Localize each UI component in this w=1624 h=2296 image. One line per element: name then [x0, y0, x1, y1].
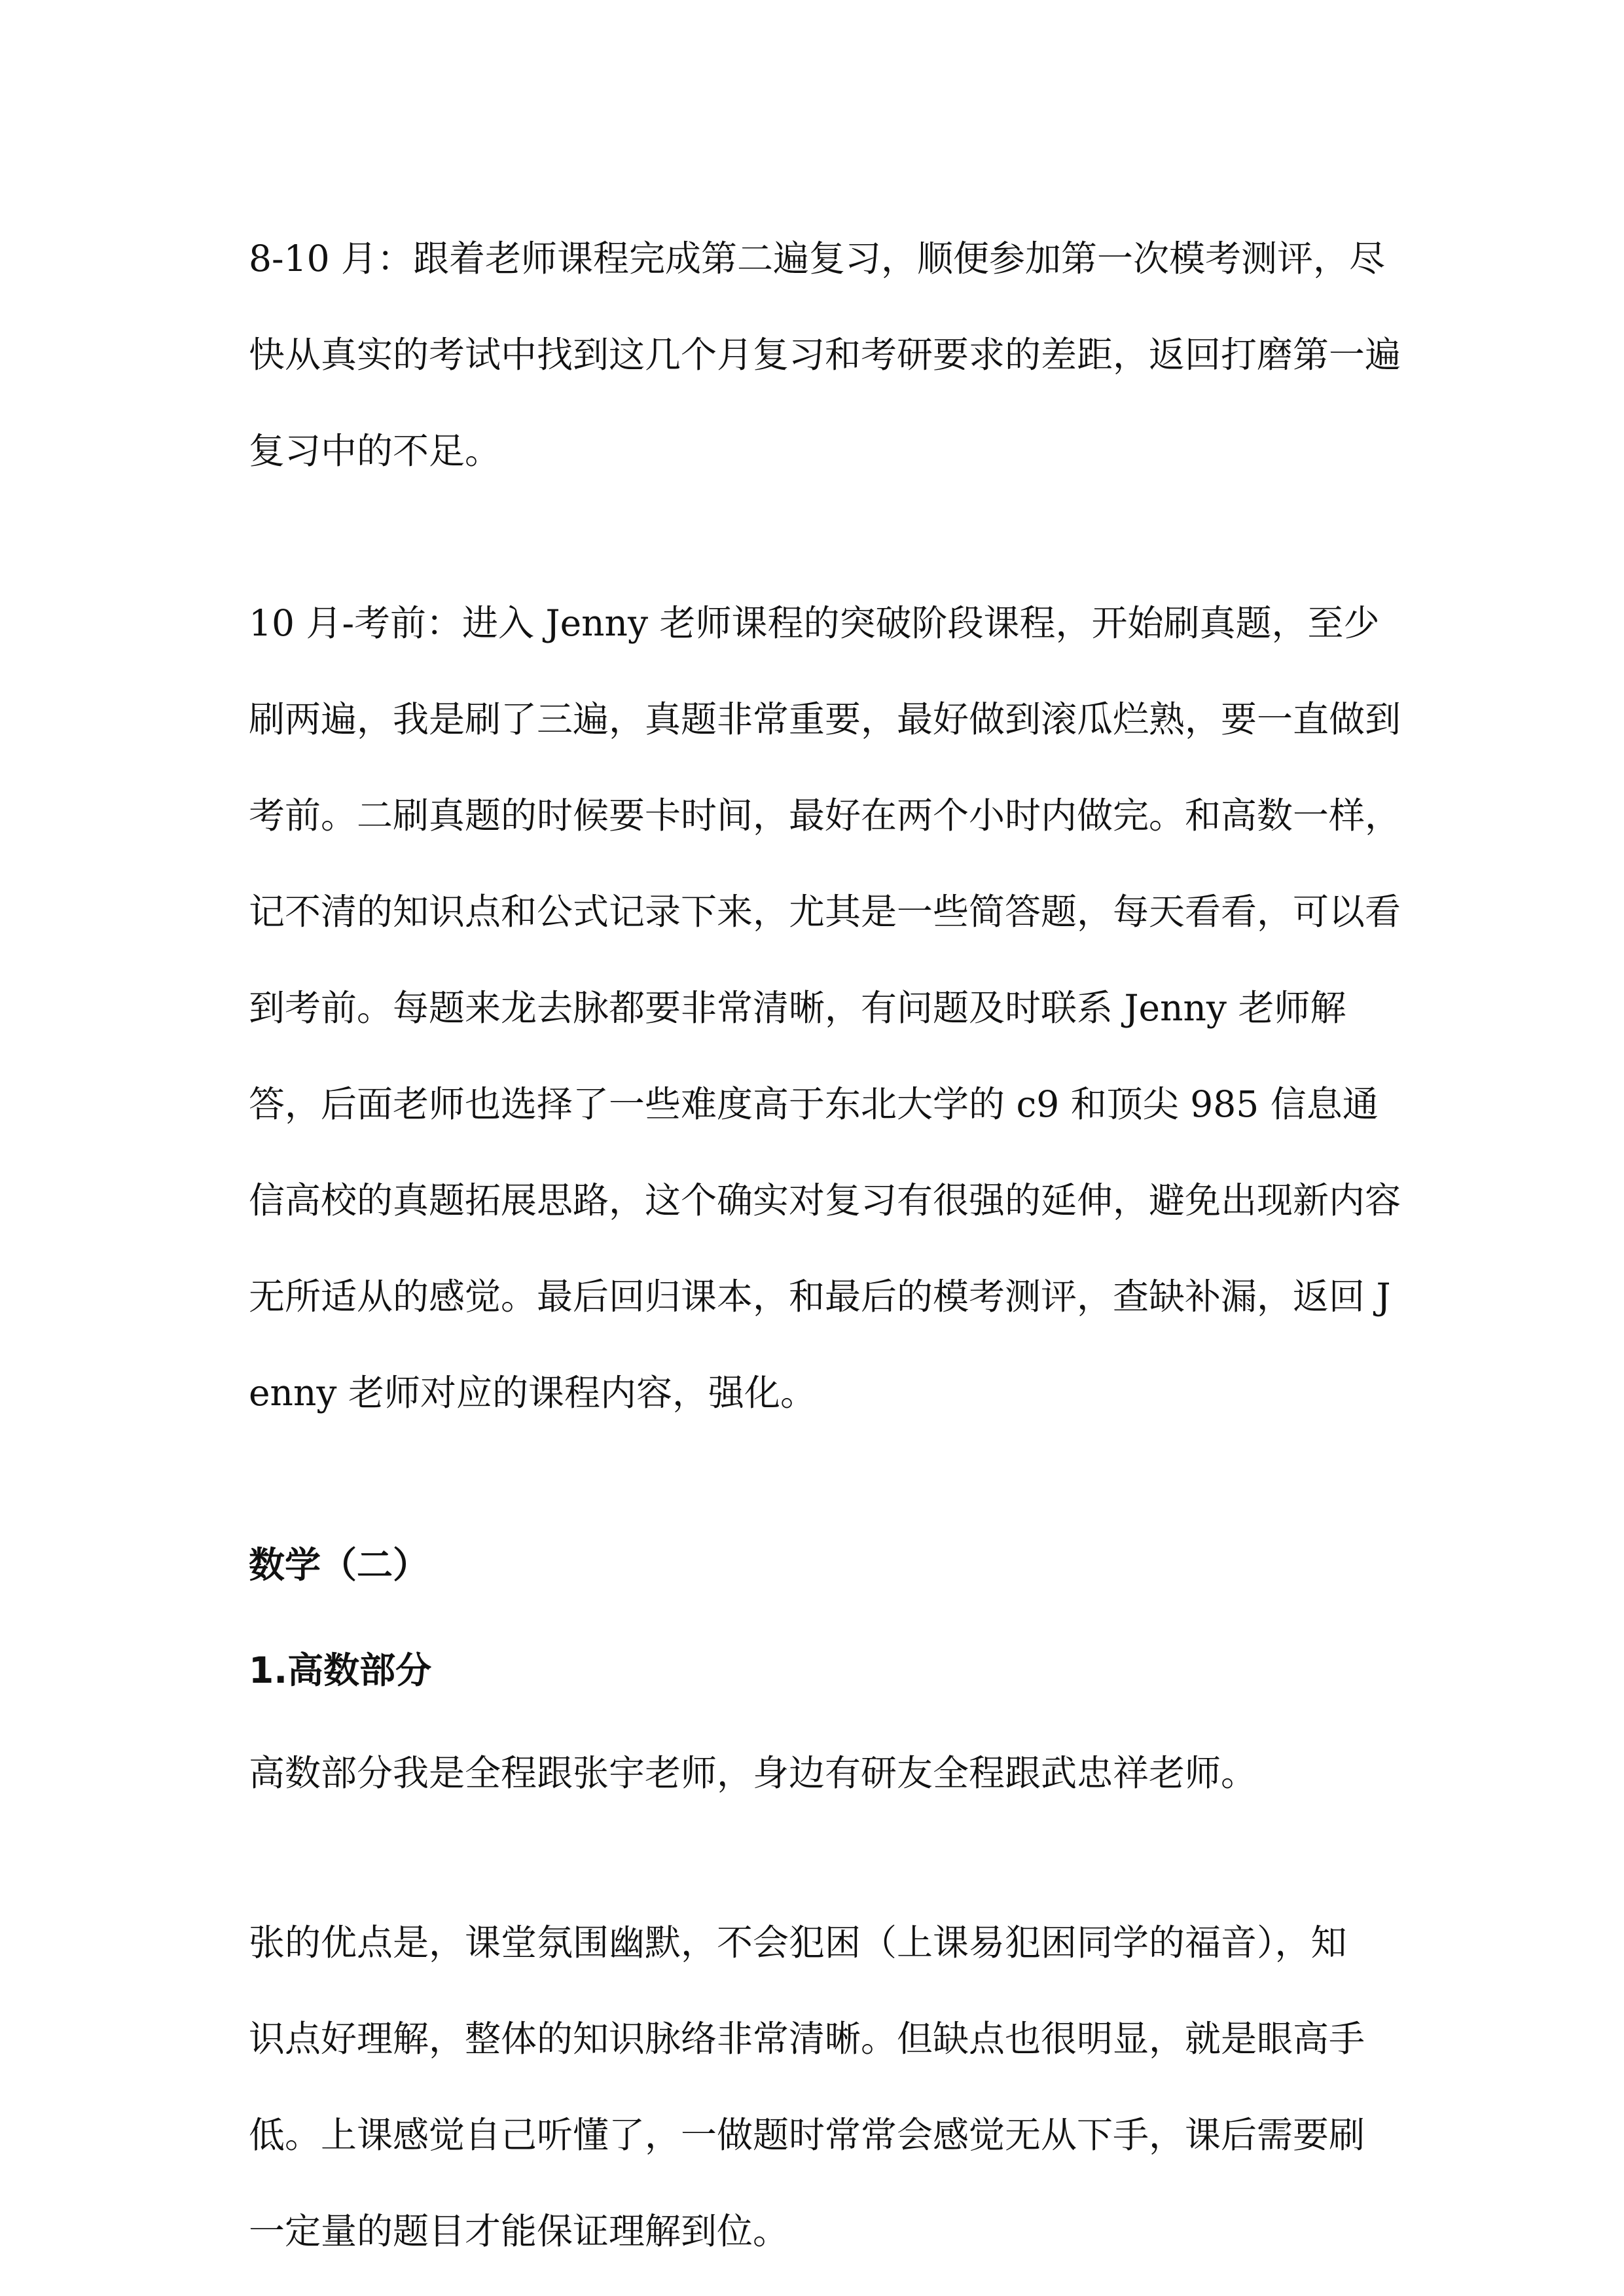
subsection-title-advanced-math: 1.高数部分 [249, 1649, 432, 1691]
section-title-math-two: 数学（二） [249, 1544, 429, 1586]
paragraph-review-oct-exam: 10 月-考前：进入 Jenny 老师课程的突破阶段课程，开始刷真题，至少刷两遍，我是刷了三遍，真题非常重要，最好做到滚瓜烂熟，要一直做到考前。二刷真题的时候要卡时间，最好在两个小时内做完。和高数一样，记不清的知识点和公式记录下来，尤其是一些简答题，每天看看，可以看到考前。每题来龙去脉都要非常清晰，有问题及时联系 Jenny 老师解答，后面老师也选择了一些难度高于东北大学的 c9 和顶尖 985 信息通信高校的真题拓展思路，这个确实对复习有很强的延伸，避免出现新内容无所适从的感觉。最后回归课本，和最后的模考测评，查缺补漏，返回 Jenny 老师对应的课程内容，强化。 [249, 602, 1401, 1414]
paragraph-review-aug-oct: 8-10 月：跟着老师课程完成第二遍复习，顺便参加第一次模考测评，尽快从真实的考试中找到这几个月复习和考研要求的差距，返回打磨第一遍复习中的不足。 [249, 238, 1401, 472]
paragraph-zhang-pros-cons: 张的优点是，课堂氛围幽默，不会犯困（上课易犯困同学的福音），知识点好理解，整体的知识脉络非常清晰。但缺点也很明显，就是眼高手低。上课感觉自己听懂了，一做题时常常会感觉无从下手，课后需要刷一定量的题目才能保证理解到位。 [249, 1922, 1365, 2252]
paragraph-math-teachers: 高数部分我是全程跟张宇老师，身边有研友全程跟武忠祥老师。 [249, 1752, 1257, 1794]
document-body [249, 211, 1401, 2280]
